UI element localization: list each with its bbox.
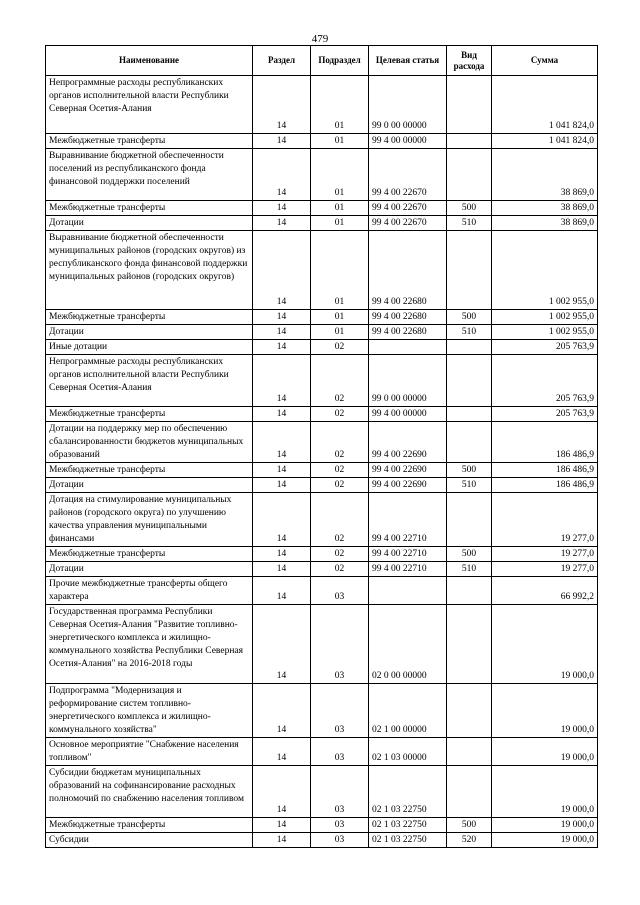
row-vid-cell: 510 [447, 478, 492, 493]
table-row [46, 231, 598, 310]
row-summa-cell: 205 763,9 [492, 340, 598, 355]
table-row [46, 340, 598, 355]
row-summa-cell: 19 000,0 [492, 738, 598, 766]
row-statya-cell: 99 4 00 22680 [369, 310, 447, 325]
row-podrazdel-cell: 03 [311, 684, 369, 738]
row-name-cell: Дотации на поддержку мер по обеспечению сбалансированности бюджетов муниципальных образований [46, 422, 253, 463]
row-podrazdel-cell: 01 [311, 310, 369, 325]
row-vid-cell [447, 766, 492, 818]
row-summa-cell: 1 002 955,0 [492, 325, 598, 340]
row-podrazdel-cell: 02 [311, 478, 369, 493]
header-vid: Вид расхода [447, 46, 492, 76]
row-name-cell: Межбюджетные трансферты [46, 310, 253, 325]
row-podrazdel-cell: 01 [311, 134, 369, 149]
table-row [46, 216, 598, 231]
row-vid-cell: 500 [447, 310, 492, 325]
row-razdel-cell: 14 [253, 310, 311, 325]
table-row [46, 422, 598, 463]
header-statya: Целевая статья [369, 46, 447, 76]
row-summa-cell: 19 000,0 [492, 833, 598, 848]
row-razdel-cell: 14 [253, 340, 311, 355]
row-name-cell: Межбюджетные трансферты [46, 818, 253, 833]
row-podrazdel-cell: 01 [311, 76, 369, 134]
row-podrazdel-cell: 02 [311, 340, 369, 355]
row-vid-cell: 500 [447, 463, 492, 478]
row-vid-cell: 510 [447, 562, 492, 577]
row-razdel-cell: 14 [253, 818, 311, 833]
row-statya-cell: 02 1 03 22750 [369, 818, 447, 833]
table-body [46, 76, 598, 848]
row-vid-cell [447, 340, 492, 355]
row-statya-cell: 99 4 00 00000 [369, 134, 447, 149]
table-row [46, 738, 598, 766]
header-razdel: Раздел [253, 46, 311, 76]
table-row [46, 134, 598, 149]
row-summa-cell: 1 041 824,0 [492, 76, 598, 134]
row-razdel-cell: 14 [253, 325, 311, 340]
row-razdel-cell: 14 [253, 547, 311, 562]
row-name-cell: Дотация на стимулирование муниципальных районов (городского округа) по улучшению качества управления муниципальными финансами [46, 493, 253, 547]
row-name-cell: Субсидии [46, 833, 253, 848]
row-statya-cell: 99 0 00 00000 [369, 355, 447, 407]
row-name-cell: Межбюджетные трансферты [46, 547, 253, 562]
header-summa: Сумма [492, 46, 598, 76]
table-row [46, 478, 598, 493]
row-summa-cell: 38 869,0 [492, 149, 598, 201]
table-row [46, 325, 598, 340]
table-row [46, 355, 598, 407]
row-summa-cell: 1 041 824,0 [492, 134, 598, 149]
row-razdel-cell: 14 [253, 738, 311, 766]
row-vid-cell [447, 493, 492, 547]
row-razdel-cell: 14 [253, 463, 311, 478]
row-statya-cell: 99 4 00 22680 [369, 325, 447, 340]
row-name-cell: Выравнивание бюджетной обеспеченности поселений из республиканского фонда финансовой поддержки поселений [46, 149, 253, 201]
row-name-cell: Межбюджетные трансферты [46, 407, 253, 422]
row-name-cell: Непрограммные расходы республиканских органов исполнительной власти Республики Северная Осетия-Алания [46, 76, 253, 134]
row-razdel-cell: 14 [253, 605, 311, 684]
row-summa-cell: 1 002 955,0 [492, 310, 598, 325]
row-statya-cell: 02 1 03 22750 [369, 833, 447, 848]
row-statya-cell: 99 4 00 22670 [369, 216, 447, 231]
row-vid-cell [447, 684, 492, 738]
row-razdel-cell: 14 [253, 493, 311, 547]
row-statya-cell: 99 4 00 00000 [369, 407, 447, 422]
row-podrazdel-cell: 03 [311, 818, 369, 833]
row-razdel-cell: 14 [253, 766, 311, 818]
row-podrazdel-cell: 01 [311, 216, 369, 231]
row-vid-cell [447, 149, 492, 201]
row-statya-cell: 99 4 00 22710 [369, 493, 447, 547]
row-summa-cell: 38 869,0 [492, 201, 598, 216]
row-name-cell: Основное мероприятие "Снабжение населения топливом" [46, 738, 253, 766]
row-podrazdel-cell: 02 [311, 355, 369, 407]
row-podrazdel-cell: 01 [311, 231, 369, 310]
row-vid-cell: 500 [447, 201, 492, 216]
row-vid-cell [447, 422, 492, 463]
row-statya-cell: 99 4 00 22670 [369, 149, 447, 201]
row-statya-cell: 99 4 00 22690 [369, 478, 447, 493]
row-name-cell: Дотации [46, 478, 253, 493]
row-vid-cell [447, 605, 492, 684]
page-number: 479 [311, 33, 329, 45]
row-summa-cell: 205 763,9 [492, 355, 598, 407]
table-row [46, 149, 598, 201]
row-statya-cell [369, 577, 447, 605]
row-statya-cell: 99 4 00 22710 [369, 547, 447, 562]
row-statya-cell: 02 1 03 22750 [369, 766, 447, 818]
row-podrazdel-cell: 03 [311, 605, 369, 684]
row-summa-cell: 19 277,0 [492, 562, 598, 577]
table-row [46, 684, 598, 738]
row-podrazdel-cell: 01 [311, 325, 369, 340]
row-name-cell: Межбюджетные трансферты [46, 134, 253, 149]
row-name-cell: Дотации [46, 216, 253, 231]
row-podrazdel-cell: 02 [311, 547, 369, 562]
table-header-row [46, 46, 598, 76]
row-name-cell: Государственная программа Республики Северная Осетия-Алания "Развитие топливно-энергетического комплекса и жилищно-коммунального хозяйства Республики Северная Осетия-Алания" на 2016-2018 годы [46, 605, 253, 684]
row-vid-cell [447, 231, 492, 310]
row-summa-cell: 19 000,0 [492, 605, 598, 684]
row-vid-cell [447, 577, 492, 605]
row-statya-cell: 99 4 00 22690 [369, 422, 447, 463]
row-statya-cell: 99 4 00 22710 [369, 562, 447, 577]
row-summa-cell: 66 992,2 [492, 577, 598, 605]
row-name-cell: Межбюджетные трансферты [46, 463, 253, 478]
row-podrazdel-cell: 03 [311, 577, 369, 605]
row-summa-cell: 186 486,9 [492, 478, 598, 493]
row-summa-cell: 38 869,0 [492, 216, 598, 231]
row-razdel-cell: 14 [253, 149, 311, 201]
row-razdel-cell: 14 [253, 407, 311, 422]
row-summa-cell: 19 277,0 [492, 547, 598, 562]
table-row [46, 562, 598, 577]
table-row [46, 577, 598, 605]
row-vid-cell: 510 [447, 325, 492, 340]
row-razdel-cell: 14 [253, 231, 311, 310]
row-statya-cell: 02 1 00 00000 [369, 684, 447, 738]
table-row [46, 493, 598, 547]
row-name-cell: Межбюджетные трансферты [46, 201, 253, 216]
row-razdel-cell: 14 [253, 355, 311, 407]
table-row [46, 547, 598, 562]
table-row [46, 833, 598, 848]
row-statya-cell: 02 1 03 00000 [369, 738, 447, 766]
row-razdel-cell: 14 [253, 216, 311, 231]
row-razdel-cell: 14 [253, 134, 311, 149]
row-statya-cell: 02 0 00 00000 [369, 605, 447, 684]
row-statya-cell [369, 340, 447, 355]
row-statya-cell: 99 4 00 22690 [369, 463, 447, 478]
row-podrazdel-cell: 02 [311, 463, 369, 478]
row-vid-cell: 500 [447, 547, 492, 562]
row-vid-cell [447, 738, 492, 766]
row-vid-cell [447, 134, 492, 149]
row-summa-cell: 1 002 955,0 [492, 231, 598, 310]
row-summa-cell: 19 000,0 [492, 818, 598, 833]
row-name-cell: Иные дотации [46, 340, 253, 355]
row-name-cell: Субсидии бюджетам муниципальных образований на софинансирование расходных полномочий по снабжению населения топливом [46, 766, 253, 818]
row-vid-cell: 520 [447, 833, 492, 848]
row-statya-cell: 99 0 00 00000 [369, 76, 447, 134]
row-podrazdel-cell: 01 [311, 201, 369, 216]
row-razdel-cell: 14 [253, 833, 311, 848]
row-razdel-cell: 14 [253, 577, 311, 605]
row-summa-cell: 19 000,0 [492, 766, 598, 818]
row-podrazdel-cell: 03 [311, 833, 369, 848]
table-row [46, 407, 598, 422]
row-podrazdel-cell: 02 [311, 562, 369, 577]
row-razdel-cell: 14 [253, 76, 311, 134]
budget-table [45, 45, 598, 848]
row-podrazdel-cell: 02 [311, 407, 369, 422]
row-vid-cell [447, 407, 492, 422]
row-statya-cell: 99 4 00 22680 [369, 231, 447, 310]
row-summa-cell: 186 486,9 [492, 463, 598, 478]
row-podrazdel-cell: 02 [311, 493, 369, 547]
table-row [46, 818, 598, 833]
table-row [46, 605, 598, 684]
row-podrazdel-cell: 03 [311, 738, 369, 766]
row-summa-cell: 19 277,0 [492, 493, 598, 547]
row-vid-cell [447, 76, 492, 134]
row-vid-cell: 510 [447, 216, 492, 231]
table-row [46, 463, 598, 478]
row-summa-cell: 186 486,9 [492, 422, 598, 463]
row-vid-cell: 500 [447, 818, 492, 833]
header-name: Наименование [46, 46, 253, 76]
row-vid-cell [447, 355, 492, 407]
row-razdel-cell: 14 [253, 684, 311, 738]
row-name-cell: Выравнивание бюджетной обеспеченности муниципальных районов (городских округов) из республиканского фонда финансовой поддержки муниципальных районов (городских округов) [46, 231, 253, 310]
row-statya-cell: 99 4 00 22670 [369, 201, 447, 216]
row-name-cell: Прочие межбюджетные трансферты общего характера [46, 577, 253, 605]
row-razdel-cell: 14 [253, 422, 311, 463]
row-podrazdel-cell: 01 [311, 149, 369, 201]
row-summa-cell: 19 000,0 [492, 684, 598, 738]
row-name-cell: Непрограммные расходы республиканских органов исполнительной власти Республики Северная Осетия-Алания [46, 355, 253, 407]
row-name-cell: Дотации [46, 325, 253, 340]
row-razdel-cell: 14 [253, 562, 311, 577]
row-name-cell: Дотации [46, 562, 253, 577]
row-razdel-cell: 14 [253, 201, 311, 216]
table-row [46, 76, 598, 134]
table-row [46, 766, 598, 818]
row-name-cell: Подпрограмма "Модернизация и реформирование систем топливно-энергетического комплекса и жилищно-коммунального хозяйства" [46, 684, 253, 738]
table-row [46, 310, 598, 325]
table-row [46, 201, 598, 216]
header-podrazdel: Подраздел [311, 46, 369, 76]
row-razdel-cell: 14 [253, 478, 311, 493]
row-podrazdel-cell: 03 [311, 766, 369, 818]
row-podrazdel-cell: 02 [311, 422, 369, 463]
row-summa-cell: 205 763,9 [492, 407, 598, 422]
